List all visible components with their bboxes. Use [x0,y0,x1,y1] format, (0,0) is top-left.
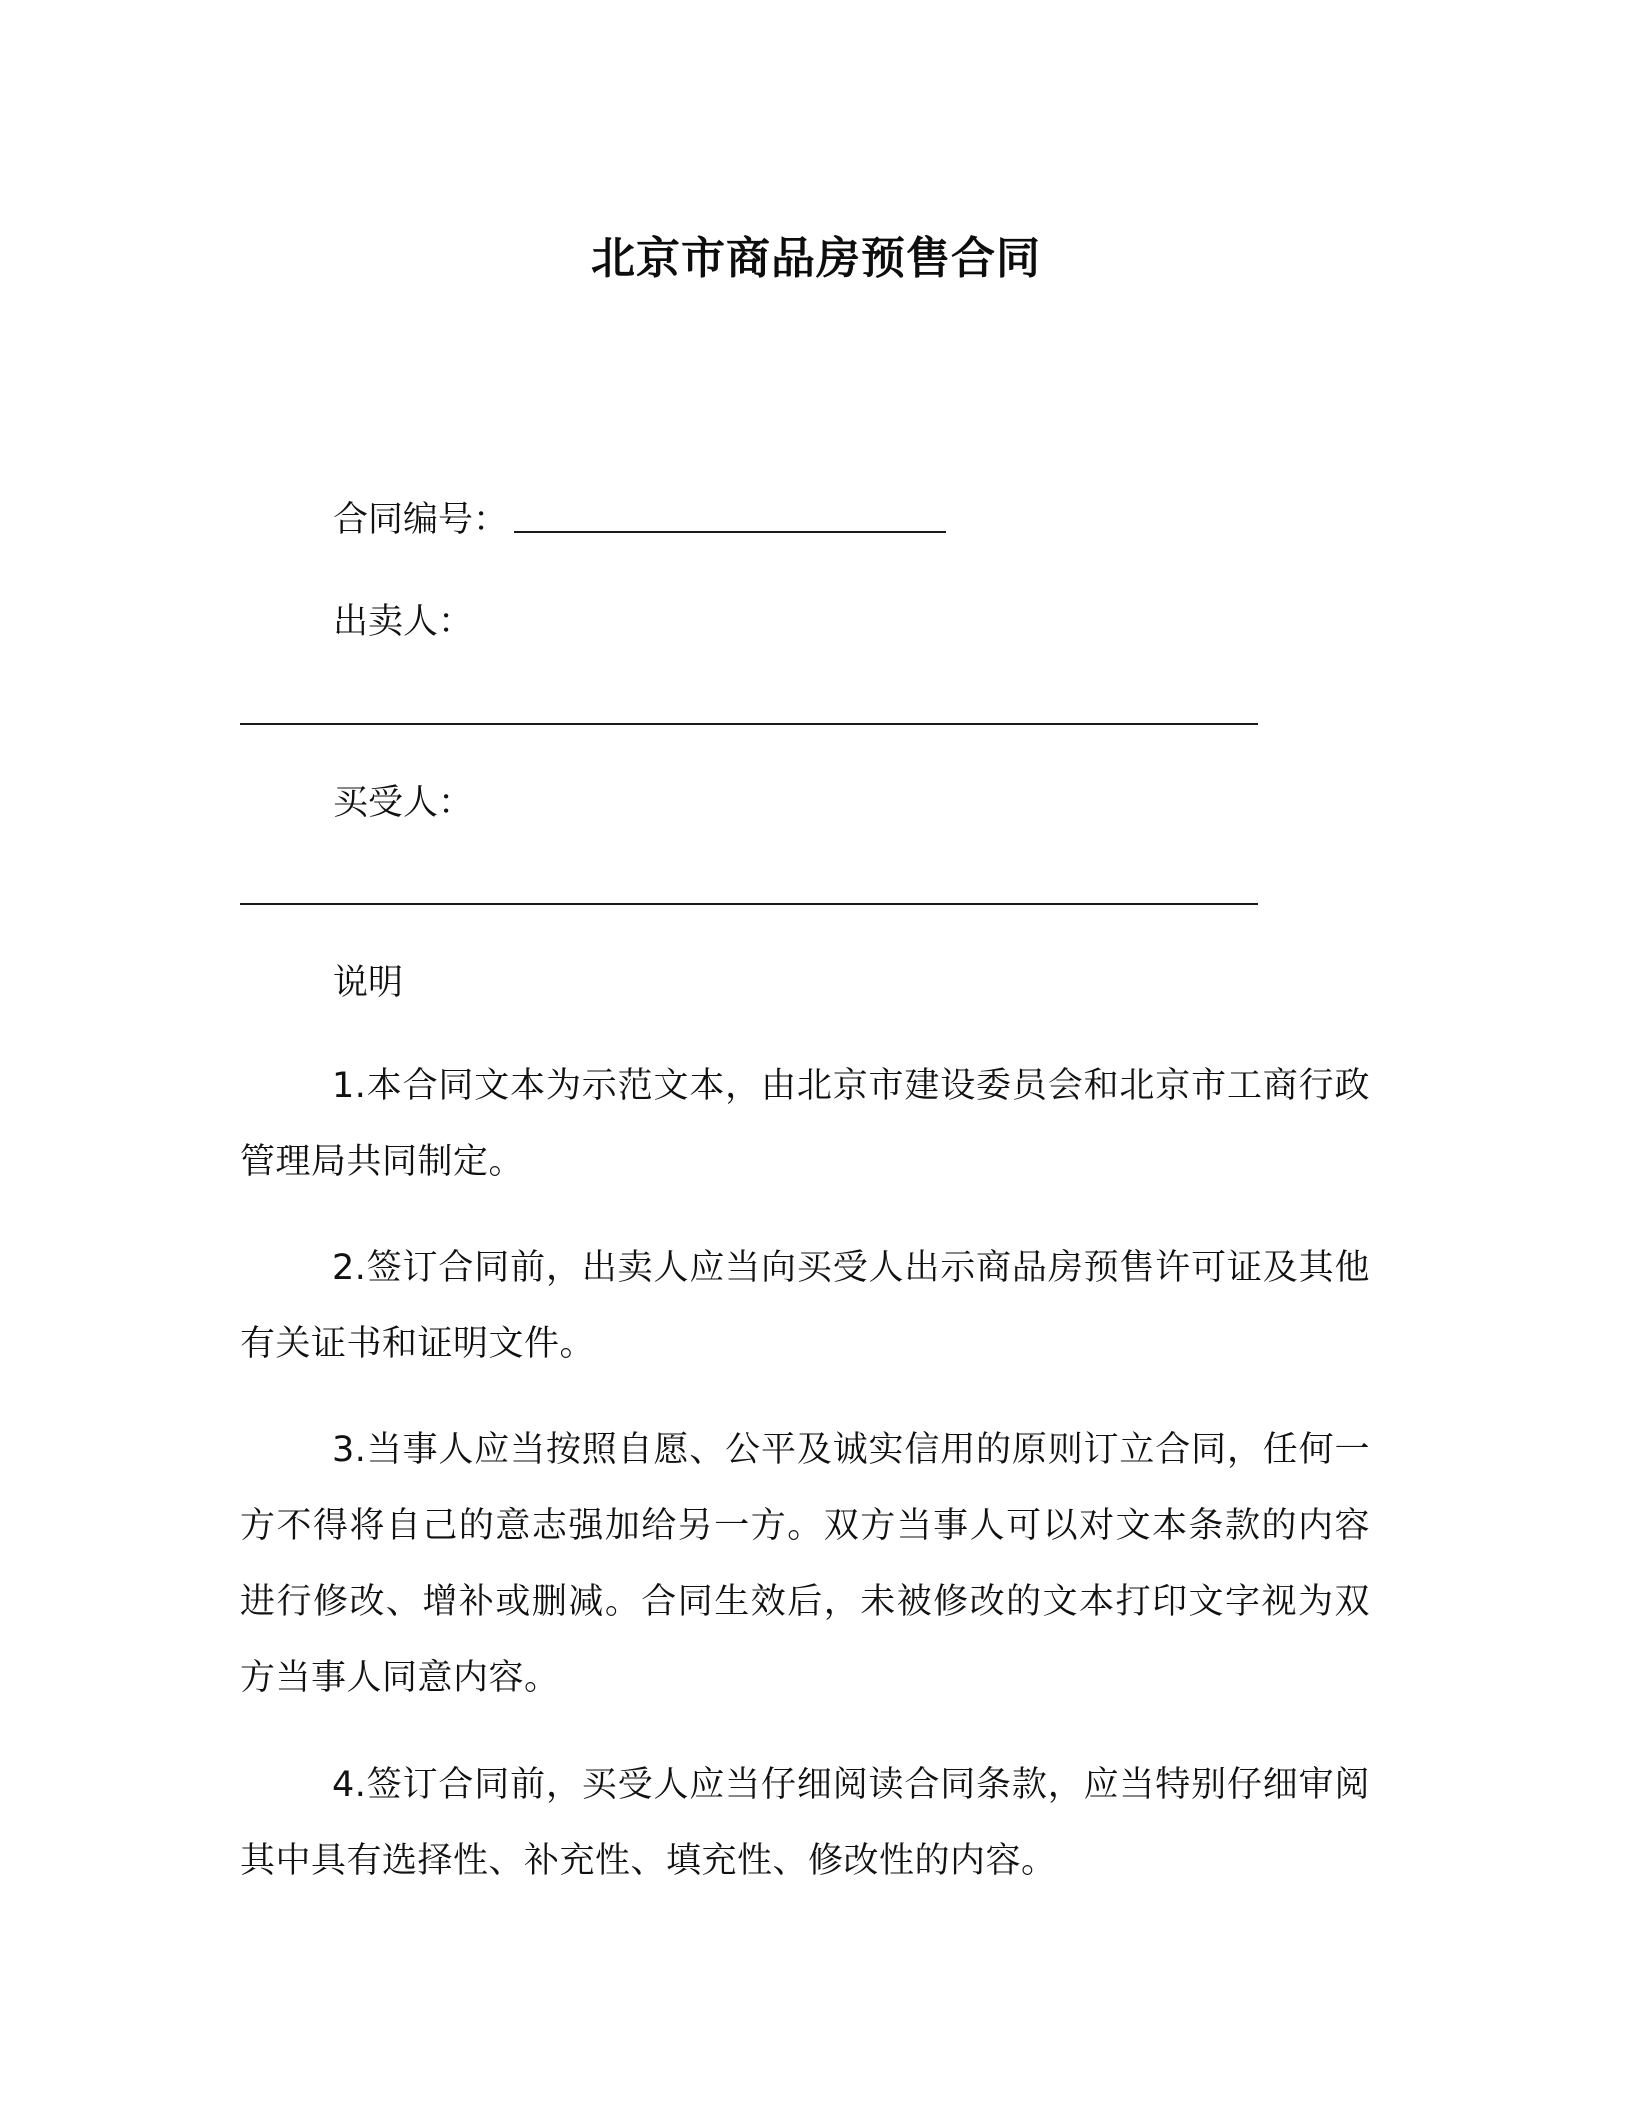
document-title: 北京市商品房预售合同 [591,233,1041,284]
note-paragraph-3: 3.当事人应当按照自愿、公平及诚实信用的原则订立合同，任何一方不得将自己的意志强加给另一方。双方当事人可以对文本条款的内容进行修改、增补或删减。合同生效后，未被修改的文本打印文字视为双方当事人同意内容。 [240,1430,1370,1698]
seller-label: 出卖人： [333,602,474,642]
contract-number-label: 合同编号： [333,500,509,540]
notes-heading: 说明 [333,963,404,1003]
buyer-blank-line [240,903,1258,905]
contract-number-field [333,500,946,540]
contract-number-blank [514,531,946,533]
seller-blank-line [240,723,1258,725]
buyer-field [333,783,473,823]
seller-field [333,602,473,642]
note-paragraph-4: 4.签订合同前，买受人应当仔细阅读合同条款，应当特别仔细审阅其中具有选择性、补充性、填充性、修改性的内容。 [240,1765,1370,1881]
buyer-label: 买受人： [333,783,474,823]
note-paragraph-2: 2.签订合同前，出卖人应当向买受人出示商品房预售许可证及其他有关证书和证明文件。 [240,1248,1370,1364]
note-paragraph-1: 1.本合同文本为示范文本，由北京市建设委员会和北京市工商行政管理局共同制定。 [240,1066,1370,1182]
